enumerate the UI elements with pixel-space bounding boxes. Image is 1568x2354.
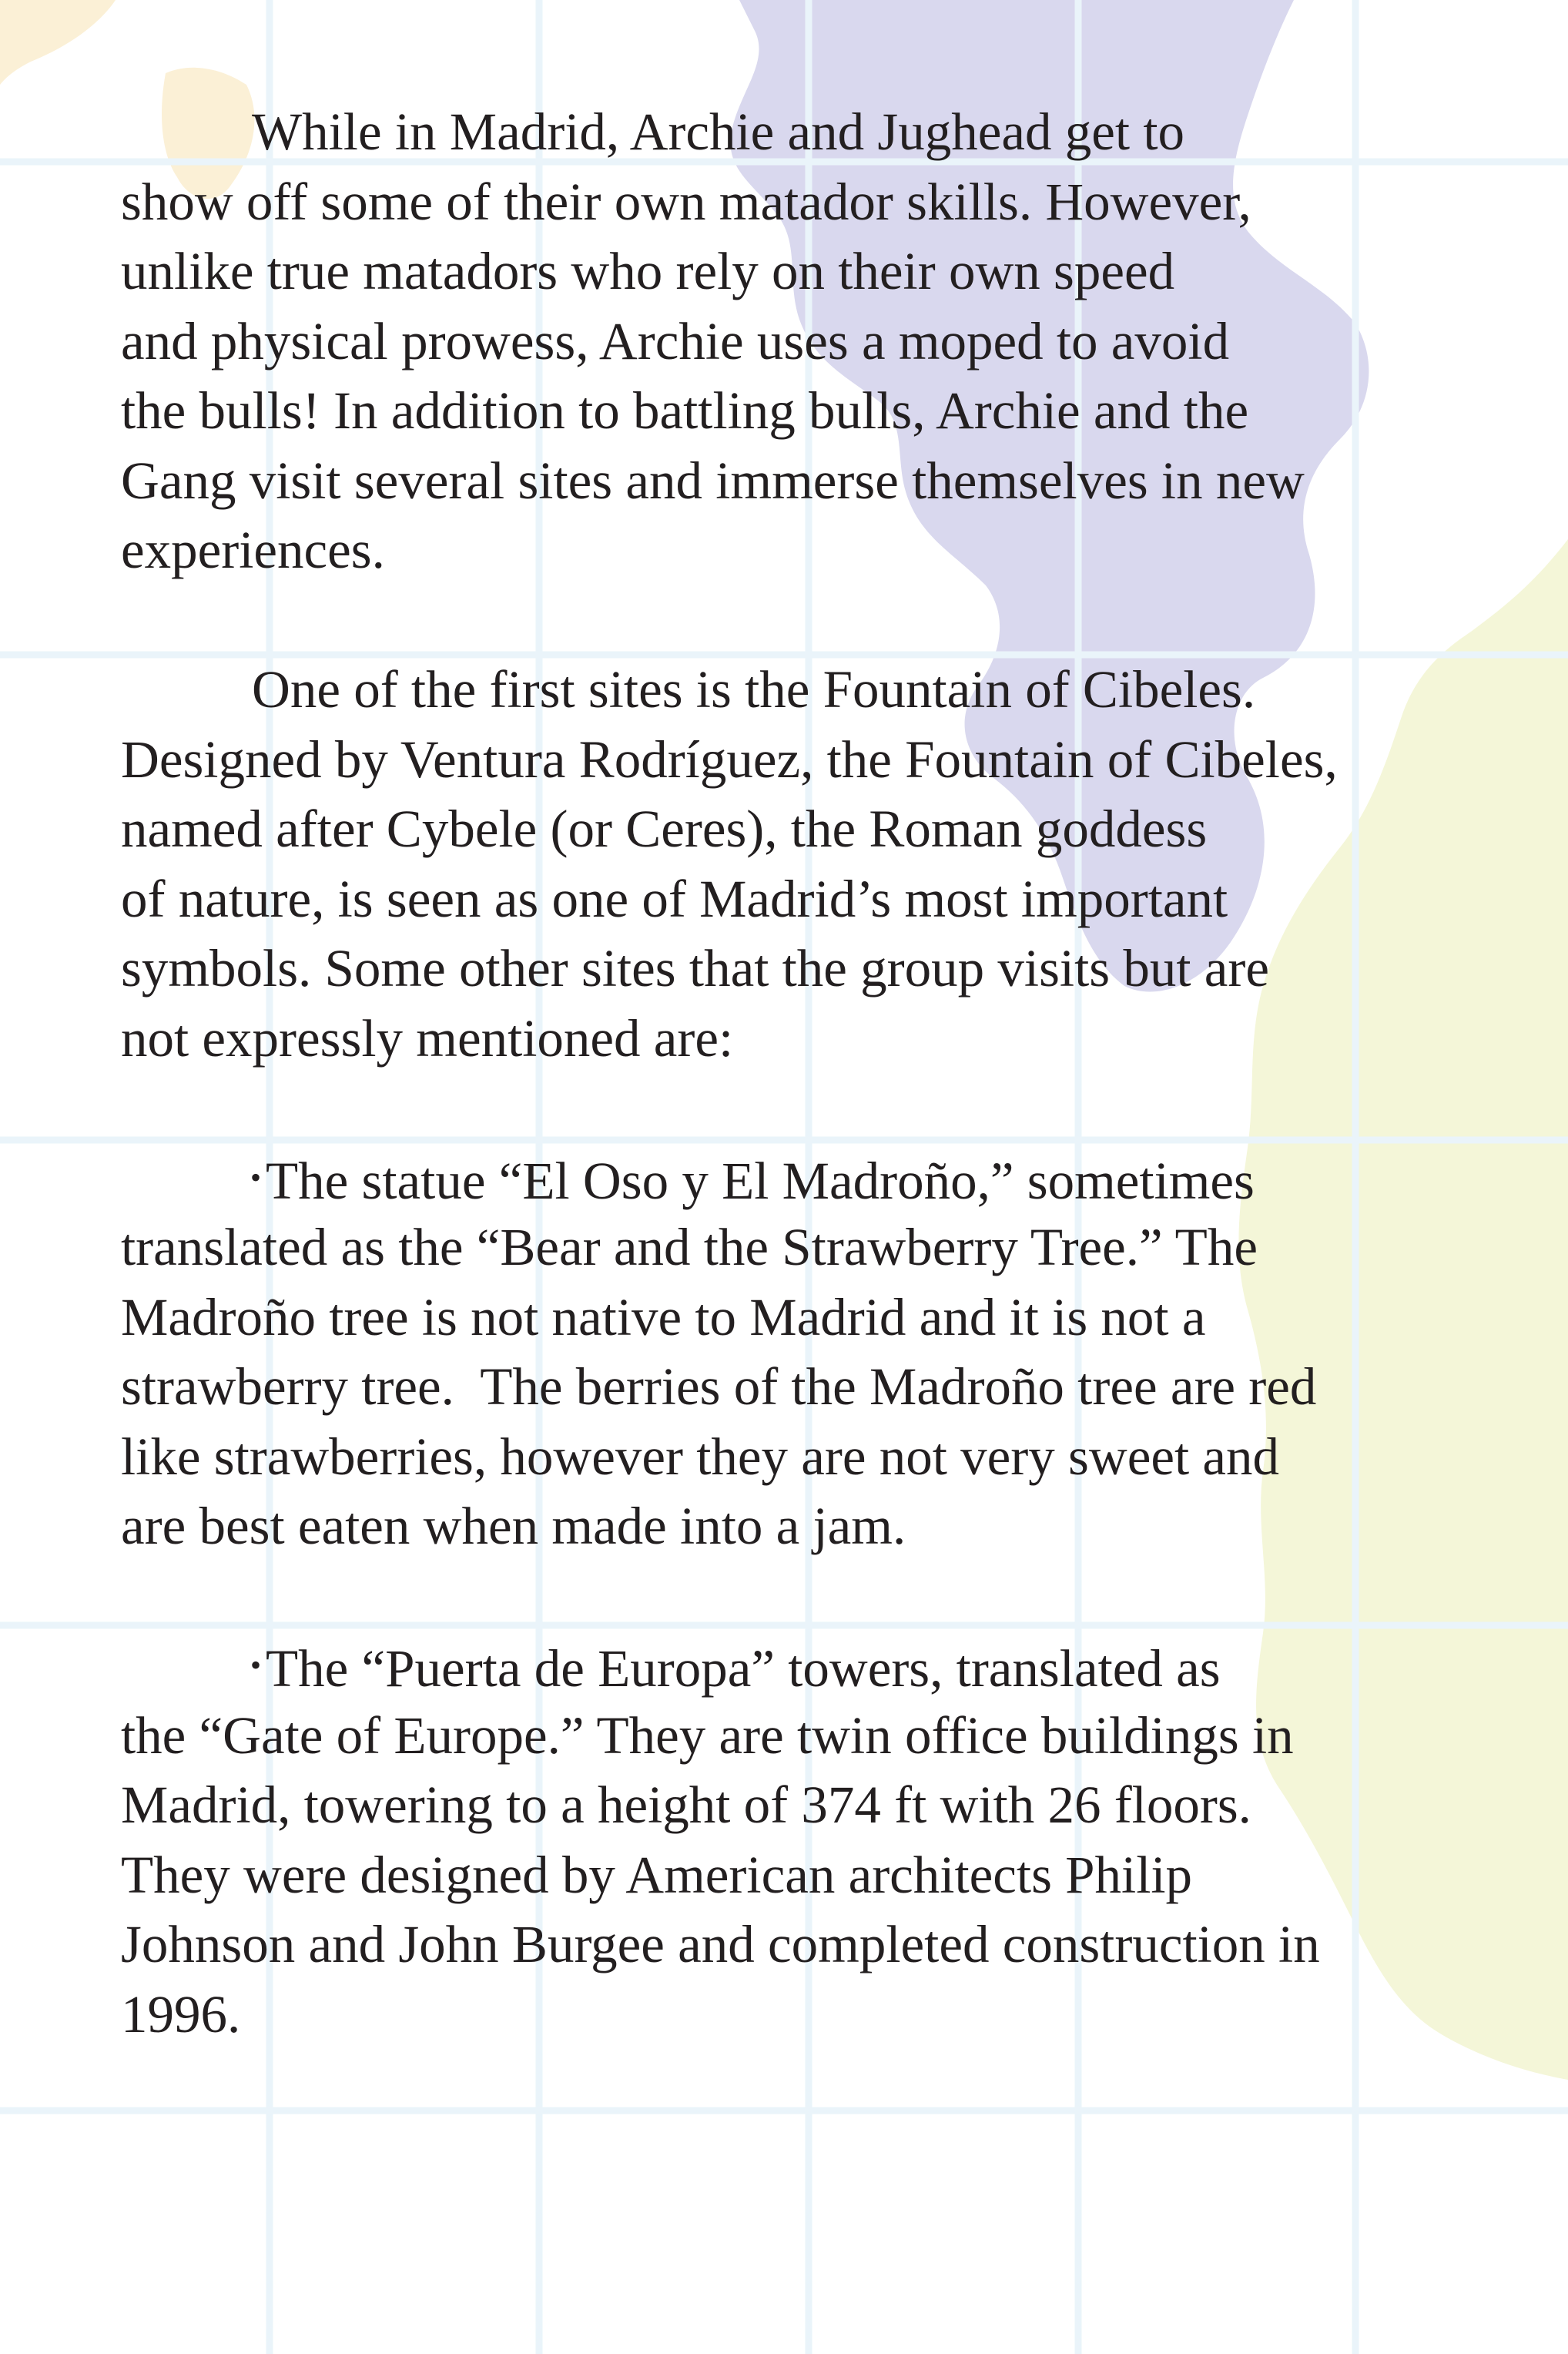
text-line: Gang visit several sites and immerse themselves in new: [121, 451, 1305, 510]
body-text: [121, 97, 1492, 2049]
text-line: Madrid, towering to a height of 374 ft with 26 floors.: [121, 1776, 1251, 1834]
text-line: Johnson and John Burgee and completed construction in: [121, 1915, 1320, 1973]
text-line: and physical prowess, Archie uses a moped to avoid: [121, 311, 1230, 371]
bullet-icon: •: [250, 1648, 262, 1682]
text-line: Madroño tree is not native to Madrid and it is not a: [121, 1287, 1206, 1346]
text-line: of nature, is seen as one of Madrid’s most important: [121, 869, 1228, 928]
text-line: not expressly mentioned are:: [121, 1008, 734, 1068]
text-line: unlike true matadors who rely on their own speed: [121, 242, 1175, 300]
text-line: [121, 1631, 1492, 1701]
text-line: [121, 1143, 1492, 1213]
text-line: They were designed by American architects Philip: [121, 1845, 1193, 1904]
text-line: While in Madrid, Archie and Jughead get to: [252, 102, 1185, 161]
text-line: symbols. Some other sites that the group visits but are: [121, 939, 1270, 998]
bullet-icon: •: [250, 1159, 262, 1195]
text-line: 1996.: [121, 1984, 241, 2044]
text-line: Designed by Ventura Rodríguez, the Fountain of Cibeles,: [121, 729, 1338, 789]
text-line: experiences.: [121, 521, 385, 579]
text-line-content: The “Puerta de Europa” towers, translated as: [266, 1639, 1221, 1698]
text-line: the bulls! In addition to battling bulls, Archie and the: [121, 381, 1249, 440]
bullet-puerta-de-europa: [121, 1631, 1492, 2049]
bullet-el-oso-y-el-madrono: [121, 1143, 1492, 1561]
text-line: named after Cybele (or Ceres), the Roman goddess: [121, 800, 1208, 858]
paragraph-fountain-of-cibeles: [121, 655, 1492, 1073]
text-line-content: The statue “El Oso y El Madroño,” sometimes: [266, 1151, 1255, 1210]
text-line: translated as the “Bear and the Strawberry Tree.” The: [121, 1218, 1258, 1276]
text-line: show off some of their own matador skills. However,: [121, 172, 1251, 231]
text-line: strawberry tree. The berries of the Madroño tree are red: [121, 1357, 1317, 1416]
paragraph-madrid-intro: [121, 97, 1492, 585]
text-line: are best eaten when made into a jam.: [121, 1497, 906, 1555]
text-line: like strawberries, however they are not very sweet and: [121, 1427, 1279, 1486]
text-line: One of the first sites is the Fountain of Cibeles.: [252, 660, 1256, 719]
text-line: the “Gate of Europe.” They are twin office buildings in: [121, 1705, 1294, 1765]
